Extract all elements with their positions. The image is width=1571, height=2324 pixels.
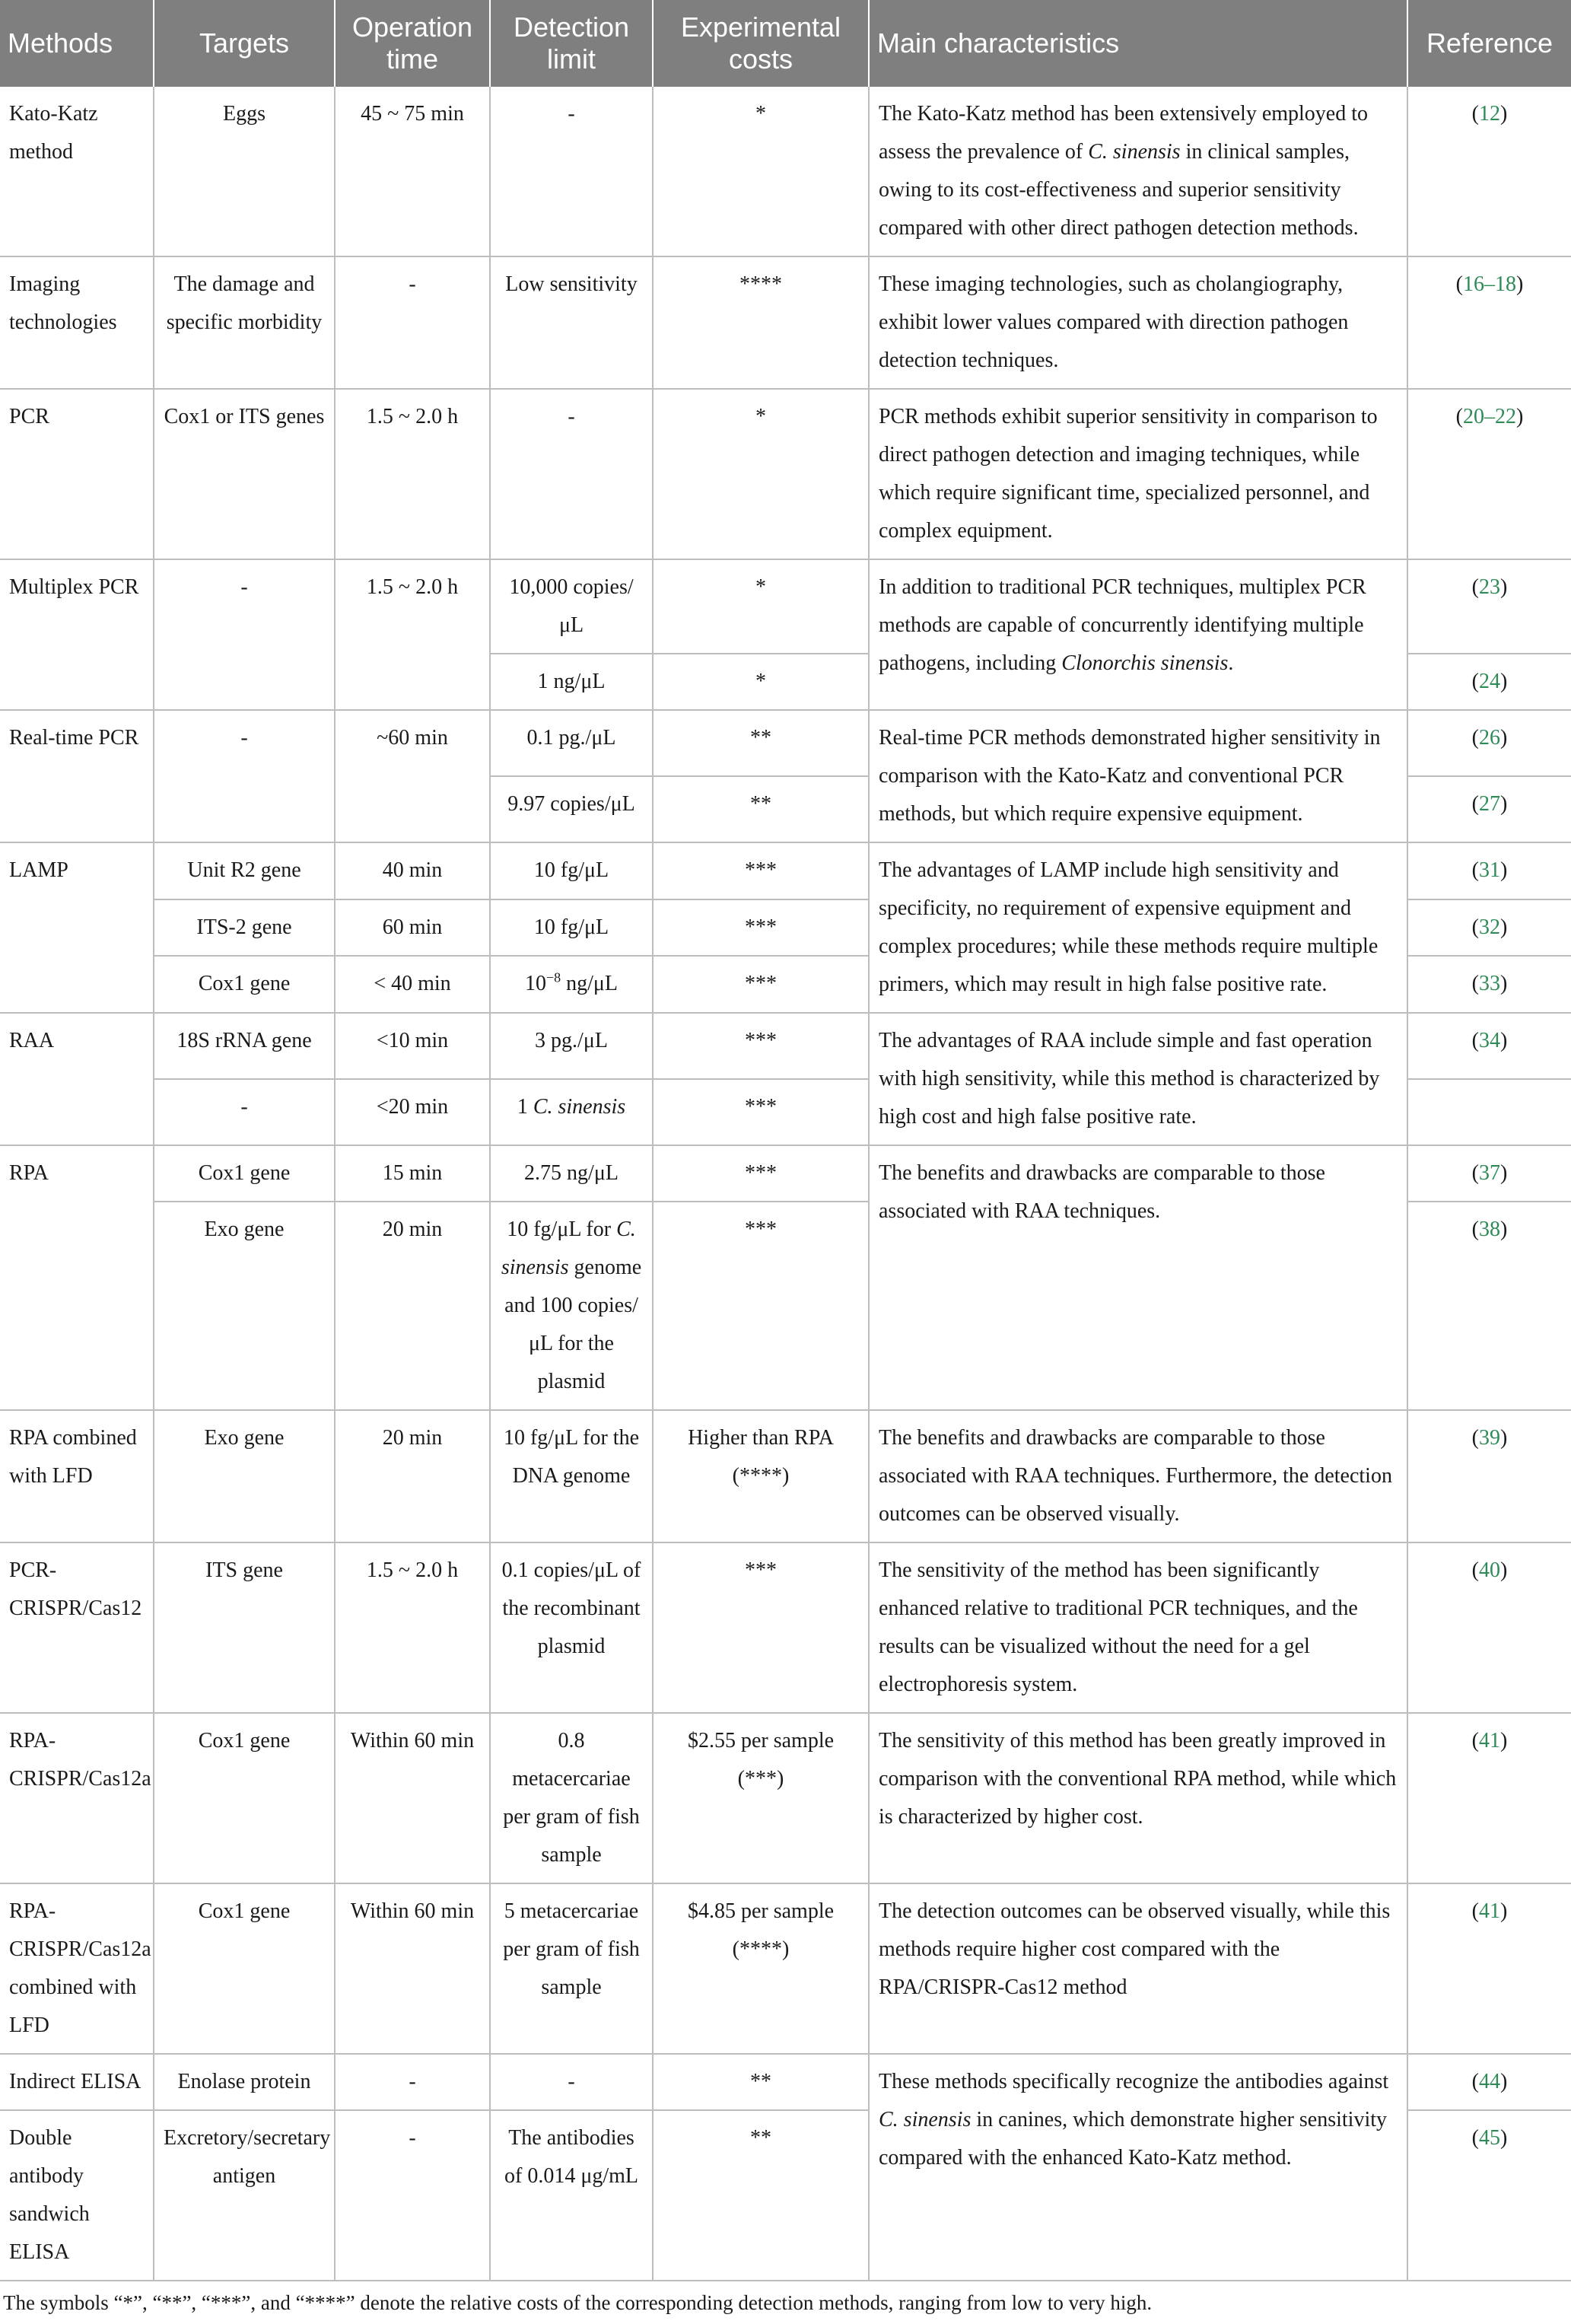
reference-cell <box>1407 1079 1571 1145</box>
target-cell: Cox1 gene <box>154 1145 335 1202</box>
reference-cell: (45) <box>1407 2110 1571 2281</box>
cost-cell: * <box>653 559 869 654</box>
reference-cell: (34) <box>1407 1013 1571 1079</box>
reference-cell: (33) <box>1407 956 1571 1013</box>
method-cell: Real-time PCR <box>0 710 154 842</box>
cost-cell: ** <box>653 2054 869 2110</box>
characteristics-cell: The advantages of RAA include simple and fast operation with high sensitivity, while this method is characterized by high cost and high false positive rate. <box>869 1013 1407 1145</box>
characteristics-cell: The benefits and drawbacks are comparable to those associated with RAA techniques. Furthermore, the detection outcomes can be observed visually. <box>869 1410 1407 1542</box>
time-cell: 1.5 ~ 2.0 h <box>335 559 490 710</box>
table-row <box>0 1883 1571 2054</box>
header-row <box>0 0 1571 87</box>
time-cell: - <box>335 256 490 389</box>
method-cell: Double antibody sandwich ELISA <box>0 2110 154 2281</box>
characteristics-cell: The benefits and drawbacks are comparable to those associated with RAA techniques. <box>869 1145 1407 1410</box>
method-cell: PCR <box>0 389 154 559</box>
cost-cell: * <box>653 389 869 559</box>
reference-cell: (40) <box>1407 1542 1571 1713</box>
reference-link[interactable]: 44 <box>1479 2070 1500 2093</box>
table-row <box>0 256 1571 389</box>
method-cell: RPA combined with LFD <box>0 1410 154 1542</box>
reference-link[interactable]: 32 <box>1479 915 1500 939</box>
target-cell: Exo gene <box>154 1410 335 1542</box>
limit-cell: - <box>490 87 653 256</box>
target-cell: Cox1 gene <box>154 956 335 1013</box>
reference-cell: (44) <box>1407 2054 1571 2110</box>
limit-cell: - <box>490 2054 653 2110</box>
reference-cell: (26) <box>1407 710 1571 776</box>
characteristics-cell: The sensitivity of this method has been greatly improved in comparison with the conventional RPA method, while which is characterized by higher cost. <box>869 1713 1407 1883</box>
reference-link[interactable]: 39 <box>1479 1426 1500 1450</box>
table-row <box>0 87 1571 256</box>
cost-cell: *** <box>653 1542 869 1713</box>
cost-cell: *** <box>653 842 869 899</box>
cost-cell: *** <box>653 1079 869 1145</box>
limit-cell: The antibodies of 0.014 μg/mL <box>490 2110 653 2281</box>
reference-cell: (41) <box>1407 1713 1571 1883</box>
limit-cell: 10 fg/μL for the DNA genome <box>490 1410 653 1542</box>
characteristics-cell: PCR methods exhibit superior sensitivity in comparison to direct pathogen detection and imaging techniques, while which require significant time, specialized personnel, and complex equipment. <box>869 389 1407 559</box>
characteristics-cell: These methods specifically recognize the antibodies against C. sinensis in canines, which demonstrate higher sensitivity compared with the enhanced Kato-Katz method. <box>869 2054 1407 2281</box>
header-experimental-costs: Experimental costs <box>653 0 869 87</box>
characteristics-cell: The sensitivity of the method has been significantly enhanced relative to traditional PCR techniques, and the results can be visualized without the need for a gel electrophoresis system. <box>869 1542 1407 1713</box>
reference-link[interactable]: 31 <box>1479 858 1500 882</box>
reference-link[interactable]: 20–22 <box>1463 405 1516 428</box>
cost-cell: * <box>653 87 869 256</box>
method-cell: Indirect ELISA <box>0 2054 154 2110</box>
table-row <box>0 2054 1571 2110</box>
cost-cell: *** <box>653 1145 869 1202</box>
time-cell: ~60 min <box>335 710 490 842</box>
reference-link[interactable]: 40 <box>1479 1558 1500 1582</box>
reference-cell: (20–22) <box>1407 389 1571 559</box>
method-cell: Kato-Katz method <box>0 87 154 256</box>
characteristics-cell: These imaging technologies, such as cholangiography, exhibit lower values compared with direction pathogen detection techniques. <box>869 256 1407 389</box>
table-row <box>0 1013 1571 1079</box>
characteristics-cell: The advantages of LAMP include high sensitivity and specificity, no requirement of expensive equipment and complex procedures; while these methods require multiple primers, which may result in high false positive rate. <box>869 842 1407 1013</box>
table-row <box>0 559 1571 654</box>
reference-cell: (12) <box>1407 87 1571 256</box>
time-cell: - <box>335 2054 490 2110</box>
header-methods: Methods <box>0 0 154 87</box>
reference-link[interactable]: 34 <box>1479 1029 1500 1052</box>
limit-cell: 10 fg/μL for C. sinensis genome and 100 copies/μL for the plasmid <box>490 1202 653 1410</box>
limit-cell: $10^{-8}$ ng/μL <box>490 956 653 1013</box>
time-cell: < 40 min <box>335 956 490 1013</box>
cost-cell: * <box>653 654 869 710</box>
reference-link[interactable]: 12 <box>1479 102 1500 126</box>
table-row <box>0 389 1571 559</box>
target-cell: ITS-2 gene <box>154 899 335 957</box>
table-row <box>0 842 1571 899</box>
time-cell: 20 min <box>335 1202 490 1410</box>
characteristics-cell: The detection outcomes can be observed visually, while this methods require higher cost compared with the RPA/CRISPR-Cas12 method <box>869 1883 1407 2054</box>
target-cell: - <box>154 1079 335 1145</box>
reference-cell: (37) <box>1407 1145 1571 1202</box>
header-main-characteristics: Main characteristics <box>869 0 1407 87</box>
limit-cell: 3 pg./μL <box>490 1013 653 1079</box>
table-row <box>0 1410 1571 1542</box>
cost-cell: *** <box>653 956 869 1013</box>
method-cell: RPA-CRISPR/Cas12a <box>0 1713 154 1883</box>
reference-link[interactable]: 16–18 <box>1463 272 1516 296</box>
target-cell: Excretory/secretary antigen <box>154 2110 335 2281</box>
time-cell: Within 60 min <box>335 1883 490 2054</box>
time-cell: 20 min <box>335 1410 490 1542</box>
target-cell: Cox1 gene <box>154 1713 335 1883</box>
limit-cell: - <box>490 389 653 559</box>
time-cell: 45 ~ 75 min <box>335 87 490 256</box>
characteristics-cell: The Kato-Katz method has been extensively employed to assess the prevalence of C. sinensis in clinical samples, owing to its cost-effectiveness and superior sensitivity compared with other direct pathogen detection methods. <box>869 87 1407 256</box>
cost-cell: *** <box>653 899 869 957</box>
limit-cell: 2.75 ng/μL <box>490 1145 653 1202</box>
reference-cell: (16–18) <box>1407 256 1571 389</box>
limit-cell: 10 fg/μL <box>490 899 653 957</box>
cost-cell: ** <box>653 710 869 776</box>
time-cell: 60 min <box>335 899 490 957</box>
table-row <box>0 1713 1571 1883</box>
header-operation-time: Operation time <box>335 0 490 87</box>
reference-cell: (38) <box>1407 1202 1571 1410</box>
target-cell: Cox1 gene <box>154 1883 335 2054</box>
cost-cell: ** <box>653 776 869 842</box>
limit-cell: Low sensitivity <box>490 256 653 389</box>
reference-cell: (41) <box>1407 1883 1571 2054</box>
time-cell: Within 60 min <box>335 1713 490 1883</box>
table-footnote: The symbols “*”, “**”, “***”, and “****” denote the relative costs of the corresponding detection methods, ranging from low to very high. <box>3 2291 1153 2314</box>
reference-link[interactable]: 37 <box>1479 1161 1500 1185</box>
target-cell: ITS gene <box>154 1542 335 1713</box>
method-cell: RAA <box>0 1013 154 1145</box>
target-cell: Enolase protein <box>154 2054 335 2110</box>
time-cell: <10 min <box>335 1013 490 1079</box>
time-cell: 40 min <box>335 842 490 899</box>
limit-cell: 0.1 pg./μL <box>490 710 653 776</box>
target-cell: - <box>154 710 335 842</box>
target-cell: - <box>154 559 335 710</box>
reference-link[interactable]: 26 <box>1479 726 1500 750</box>
reference-link[interactable]: 27 <box>1479 792 1500 816</box>
reference-link[interactable]: 45 <box>1479 2126 1500 2150</box>
cost-cell: **** <box>653 256 869 389</box>
method-cell: PCR-CRISPR/Cas12 <box>0 1542 154 1713</box>
target-cell: Cox1 or ITS genes <box>154 389 335 559</box>
header-targets: Targets <box>154 0 335 87</box>
cost-cell: $2.55 per sample (***) <box>653 1713 869 1883</box>
reference-link[interactable]: 41 <box>1479 1899 1500 1923</box>
cost-cell: ** <box>653 2110 869 2281</box>
reference-cell: (24) <box>1407 654 1571 710</box>
characteristics-cell: In addition to traditional PCR techniques, multiplex PCR methods are capable of concurrently identifying multiple pathogens, including Clonorchis sinensis. <box>869 559 1407 710</box>
limit-cell: 0.1 copies/μL of the recombinant plasmid <box>490 1542 653 1713</box>
target-cell: 18S rRNA gene <box>154 1013 335 1079</box>
limit-cell: 1 C. sinensis <box>490 1079 653 1145</box>
reference-link[interactable]: 24 <box>1479 670 1500 693</box>
limit-cell: 9.97 copies/μL <box>490 776 653 842</box>
target-cell: Exo gene <box>154 1202 335 1410</box>
limit-cell: 1 ng/μL <box>490 654 653 710</box>
reference-cell: (39) <box>1407 1410 1571 1542</box>
method-cell: RPA-CRISPR/Cas12a combined with LFD <box>0 1883 154 2054</box>
method-cell: Multiplex PCR <box>0 559 154 710</box>
reference-link[interactable]: 33 <box>1479 972 1500 996</box>
reference-link[interactable]: 38 <box>1479 1218 1500 1241</box>
cost-cell: *** <box>653 1013 869 1079</box>
target-cell: Unit R2 gene <box>154 842 335 899</box>
reference-cell: (32) <box>1407 899 1571 957</box>
target-cell: The damage and specific morbidity <box>154 256 335 389</box>
header-detection-limit: Detection limit <box>490 0 653 87</box>
table-row <box>0 1542 1571 1713</box>
method-cell: Imaging technologies <box>0 256 154 389</box>
cost-cell: *** <box>653 1202 869 1410</box>
reference-cell: (31) <box>1407 842 1571 899</box>
cost-cell: Higher than RPA (****) <box>653 1410 869 1542</box>
limit-cell: 0.8 metacercariae per gram of fish sample <box>490 1713 653 1883</box>
target-cell: Eggs <box>154 87 335 256</box>
reference-link[interactable]: 41 <box>1479 1729 1500 1753</box>
characteristics-cell: Real-time PCR methods demonstrated higher sensitivity in comparison with the Kato-Katz and conventional PCR methods, but which require expensive equipment. <box>869 710 1407 842</box>
header-reference: Reference <box>1407 0 1571 87</box>
time-cell: <20 min <box>335 1079 490 1145</box>
method-cell: LAMP <box>0 842 154 1013</box>
reference-link[interactable]: 23 <box>1479 575 1500 599</box>
cost-cell: $4.85 per sample (****) <box>653 1883 869 2054</box>
table-row <box>0 710 1571 776</box>
time-cell: 1.5 ~ 2.0 h <box>335 389 490 559</box>
limit-cell: 10 fg/μL <box>490 842 653 899</box>
limit-cell: 5 metacercariae per gram of fish sample <box>490 1883 653 2054</box>
reference-cell: (23) <box>1407 559 1571 654</box>
time-cell: 1.5 ~ 2.0 h <box>335 1542 490 1713</box>
method-cell: RPA <box>0 1145 154 1410</box>
reference-cell: (27) <box>1407 776 1571 842</box>
table-row <box>0 1145 1571 1202</box>
time-cell: 15 min <box>335 1145 490 1202</box>
limit-cell: 10,000 copies/μL <box>490 559 653 654</box>
time-cell: - <box>335 2110 490 2281</box>
